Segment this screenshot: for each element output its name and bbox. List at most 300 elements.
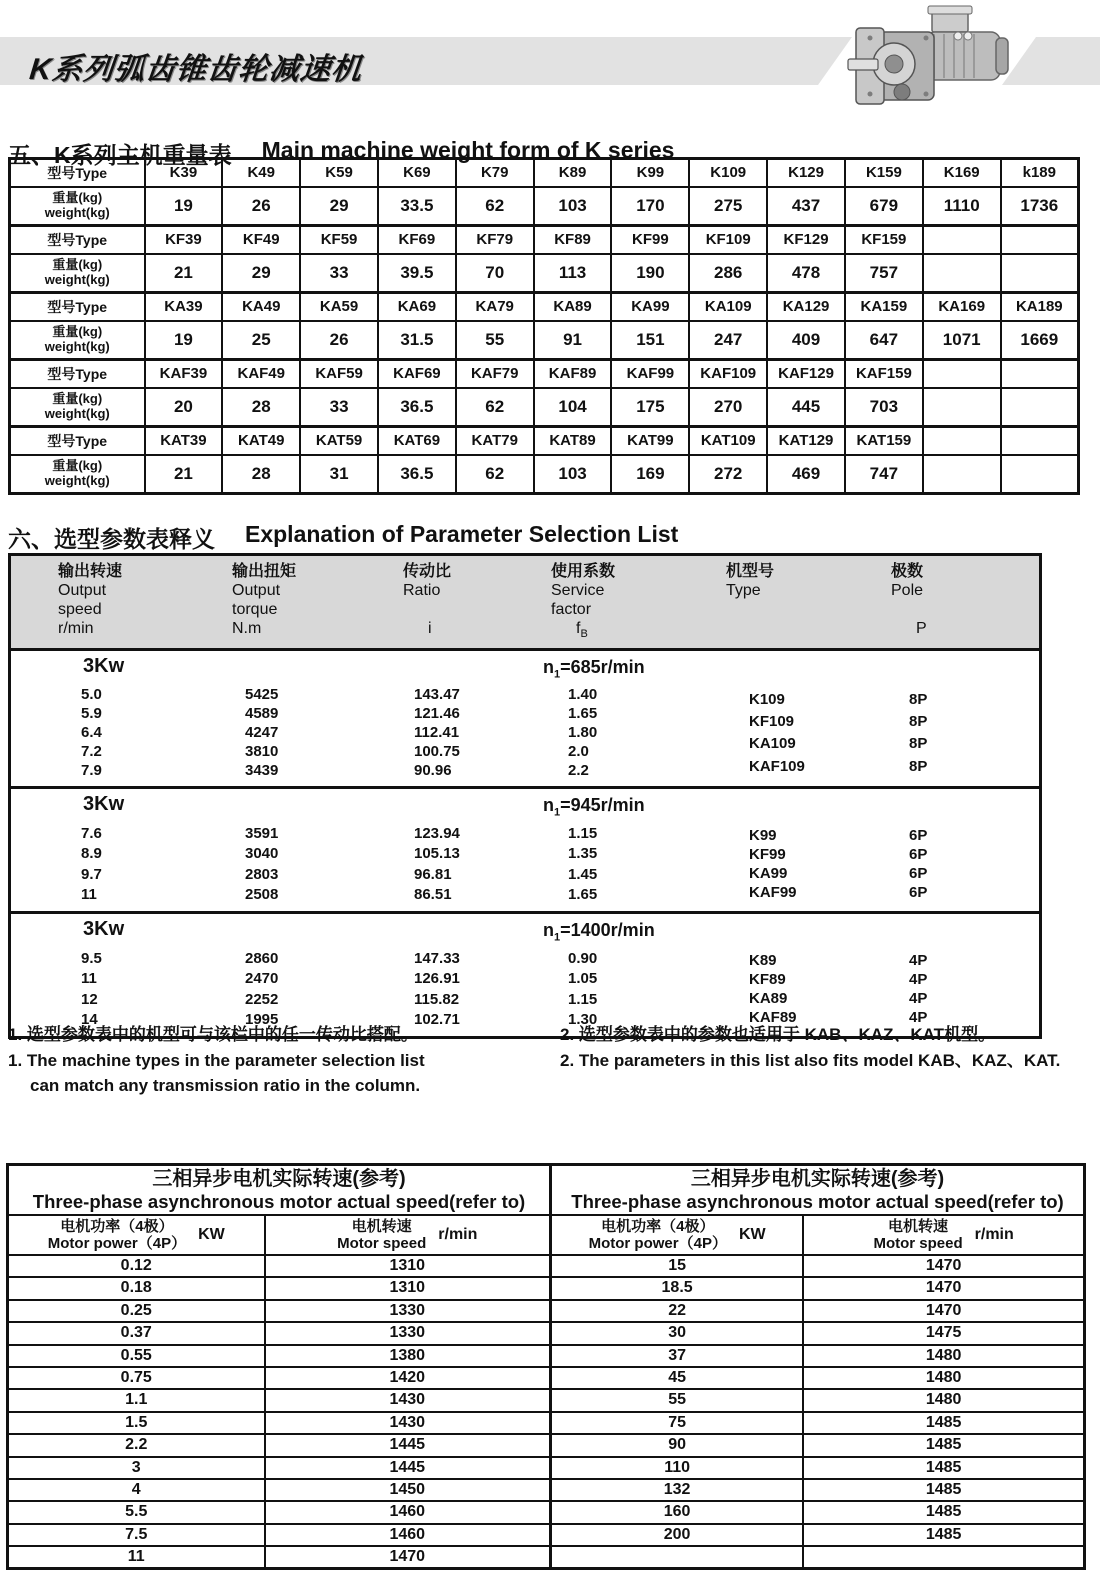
weight-row-label: 重量(kg) weight(kg) bbox=[10, 187, 145, 226]
output-speed-value: 7.2 bbox=[81, 743, 102, 761]
motor-power-value: 15 bbox=[552, 1256, 804, 1276]
output-torque-value: 4247 bbox=[245, 724, 279, 742]
service-factor-value: 1.80 bbox=[568, 724, 598, 742]
terminal-box-lid-shape bbox=[928, 6, 972, 14]
service-factor-value: 1.65 bbox=[568, 886, 598, 904]
type-cell: KF79 bbox=[456, 226, 534, 254]
weight-row bbox=[10, 321, 1079, 360]
motor-power-label: 3Kw bbox=[83, 918, 125, 941]
type-cell: K129 bbox=[767, 159, 845, 187]
pole-value: 6P bbox=[909, 884, 928, 902]
parameter-block-header bbox=[11, 789, 1039, 823]
motor-table-row bbox=[9, 1256, 549, 1276]
motor-table-row bbox=[552, 1366, 1083, 1388]
weight-cell: 31 bbox=[300, 455, 378, 494]
type-cell: KAF69 bbox=[378, 360, 456, 388]
motor-table-row bbox=[552, 1344, 1083, 1366]
type-pole-row bbox=[679, 883, 1039, 902]
motor-table-row bbox=[552, 1276, 1083, 1298]
ratio-value: 102.71 bbox=[414, 1011, 460, 1029]
weight-cell bbox=[1001, 254, 1079, 293]
weight-cell: 647 bbox=[845, 321, 923, 360]
motor-table-row bbox=[552, 1478, 1083, 1500]
param-section-heading bbox=[8, 521, 678, 554]
type-cell bbox=[923, 226, 1001, 254]
type-cell: KAF129 bbox=[767, 360, 845, 388]
motor-speed-value: 1480 bbox=[925, 1391, 962, 1409]
motor-speed-header: 电机转速 Motor speed r/min bbox=[873, 1218, 1014, 1252]
model-value: KA109 bbox=[749, 735, 796, 753]
weight-cell: 33 bbox=[300, 254, 378, 293]
weight-cell: 28 bbox=[222, 388, 300, 427]
parameter-table-header bbox=[11, 556, 1039, 651]
motor-power-label: 3Kw bbox=[83, 793, 125, 816]
motor-speed-value: 1485 bbox=[925, 1436, 962, 1454]
service-factor-value: 1.15 bbox=[568, 990, 598, 1008]
weight-cell: 28 bbox=[222, 455, 300, 494]
type-cell: KA129 bbox=[767, 293, 845, 321]
service-factor-value: 1.45 bbox=[568, 865, 598, 883]
type-pole-row bbox=[679, 826, 1039, 845]
type-cell: KAF89 bbox=[534, 360, 612, 388]
output-torque-value: 2508 bbox=[245, 886, 279, 904]
ratio-value: 90.96 bbox=[414, 762, 452, 780]
type-cell: KF69 bbox=[378, 226, 456, 254]
weight-cell bbox=[923, 388, 1001, 427]
motor-power-value: 30 bbox=[552, 1323, 804, 1343]
type-cell: K59 bbox=[300, 159, 378, 187]
pole-value: 4P bbox=[909, 952, 928, 970]
parameter-row bbox=[11, 685, 679, 704]
service-factor-value: 2.2 bbox=[568, 762, 589, 780]
parameter-row bbox=[11, 824, 679, 843]
type-cell: KA99 bbox=[611, 293, 689, 321]
output-speed-value: 8.9 bbox=[81, 845, 102, 863]
type-cell: KA59 bbox=[300, 293, 378, 321]
output-speed-value: 11 bbox=[81, 886, 97, 904]
model-value: KAF99 bbox=[749, 884, 797, 902]
type-cell: KF109 bbox=[689, 226, 767, 254]
motor-power-header: 电机功率（4极） Motor power（4P） KW bbox=[552, 1216, 804, 1254]
col-service-factor: 使用系数 Service factor $f_B$ bbox=[551, 563, 616, 641]
output-torque-value: 3439 bbox=[245, 762, 279, 780]
motor-table-row bbox=[9, 1321, 549, 1343]
parameter-row bbox=[11, 844, 679, 863]
type-cell: KAF39 bbox=[145, 360, 223, 388]
type-pole-row bbox=[679, 970, 1039, 989]
motor-power-label: 3Kw bbox=[83, 655, 125, 678]
pole-value: 4P bbox=[909, 971, 928, 989]
ratio-value: 121.46 bbox=[414, 705, 460, 723]
motor-table-row bbox=[9, 1299, 549, 1321]
page-title: K系列弧齿锥齿轮减速机 bbox=[27, 53, 365, 86]
motor-table-row bbox=[552, 1523, 1083, 1545]
output-speed-value: 11 bbox=[81, 970, 97, 988]
motor-speed-value: 1485 bbox=[925, 1413, 962, 1431]
motor-speed-value: 1460 bbox=[389, 1503, 426, 1521]
weight-cell: 169 bbox=[611, 455, 689, 494]
ratio-value: 100.75 bbox=[414, 743, 460, 761]
output-speed-value: 7.6 bbox=[81, 824, 102, 842]
weight-cell: 286 bbox=[689, 254, 767, 293]
type-cell: KA69 bbox=[378, 293, 456, 321]
motor-power-value: 3 bbox=[9, 1458, 266, 1478]
type-cell: KA39 bbox=[145, 293, 223, 321]
type-cell: K169 bbox=[923, 159, 1001, 187]
weight-cell: 1110 bbox=[923, 187, 1001, 226]
type-row-label: 型号Type bbox=[10, 159, 145, 187]
output-speed-value: 6.4 bbox=[81, 724, 102, 742]
weight-cell: 703 bbox=[845, 388, 923, 427]
weight-cell: 55 bbox=[456, 321, 534, 360]
motor-speed-value: 1430 bbox=[389, 1391, 426, 1409]
note-2: 2. 选型参数表中的参数也适用于 KAB、KAZ、KAT机型。 2. The parameters in this list also fits model KAB、KAZ、KAT. bbox=[560, 1025, 1061, 1070]
weight-cell: 25 bbox=[222, 321, 300, 360]
output-speed-value: 12 bbox=[81, 990, 98, 1008]
type-cell: KF129 bbox=[767, 226, 845, 254]
weight-cell: 1669 bbox=[1001, 321, 1079, 360]
motor-power-value: 0.18 bbox=[9, 1278, 266, 1298]
motor-table-row bbox=[9, 1388, 549, 1410]
parameter-row bbox=[11, 885, 679, 904]
weight-cell: 469 bbox=[767, 455, 845, 494]
motor-power-value: 18.5 bbox=[552, 1278, 804, 1298]
type-cell: KAT79 bbox=[456, 427, 534, 455]
motor-table-row bbox=[552, 1500, 1083, 1522]
type-cell: KF89 bbox=[534, 226, 612, 254]
model-value: KA99 bbox=[749, 865, 788, 883]
weight-cell: 409 bbox=[767, 321, 845, 360]
parameter-block bbox=[11, 651, 1039, 786]
col-ratio: 传动比 Ratio i bbox=[403, 563, 452, 637]
parameter-block-header bbox=[11, 651, 1039, 685]
weight-cell: 19 bbox=[145, 187, 223, 226]
pole-value: 8P bbox=[909, 757, 928, 775]
type-cell: K39 bbox=[145, 159, 223, 187]
type-cell: KAF49 bbox=[222, 360, 300, 388]
type-cell: KF99 bbox=[611, 226, 689, 254]
parameter-block bbox=[11, 786, 1039, 911]
type-cell: K79 bbox=[456, 159, 534, 187]
motor-table-header bbox=[9, 1216, 549, 1256]
type-cell: KAF79 bbox=[456, 360, 534, 388]
type-cell: KAT129 bbox=[767, 427, 845, 455]
weight-cell: 39.5 bbox=[378, 254, 456, 293]
pole-value: 8P bbox=[909, 735, 928, 753]
model-value: KAF89 bbox=[749, 1009, 797, 1027]
motor-power-value: 45 bbox=[552, 1368, 804, 1388]
motor-table-row bbox=[9, 1523, 549, 1545]
type-cell: KA189 bbox=[1001, 293, 1079, 321]
motor-power-value: 5.5 bbox=[9, 1502, 266, 1522]
note-1: 1. 选型参数表中的机型可与该栏中的任一传动比搭配。 1. The machine types in the parameter selection list can match any transmission ratio in the column. bbox=[8, 1025, 425, 1095]
type-row bbox=[10, 159, 1079, 187]
weight-cell: 478 bbox=[767, 254, 845, 293]
motor-power-value: 37 bbox=[552, 1346, 804, 1366]
motor-power-value: 0.55 bbox=[9, 1346, 266, 1366]
output-torque-value: 5425 bbox=[245, 686, 279, 704]
type-cell: K49 bbox=[222, 159, 300, 187]
weight-cell: 437 bbox=[767, 187, 845, 226]
motor-endcap-shape bbox=[996, 38, 1008, 74]
pole-value: 8P bbox=[909, 713, 928, 731]
type-row-label: 型号Type bbox=[10, 360, 145, 388]
weight-cell: 20 bbox=[145, 388, 223, 427]
motor-speed-value: 1330 bbox=[389, 1324, 426, 1342]
motor-table-row bbox=[552, 1545, 1083, 1567]
weight-cell: 62 bbox=[456, 455, 534, 494]
motor-table-row bbox=[552, 1256, 1083, 1276]
ratio-value: 96.81 bbox=[414, 865, 452, 883]
motor-power-value: 11 bbox=[9, 1547, 266, 1567]
model-value: K109 bbox=[749, 690, 785, 708]
weight-cell: 270 bbox=[689, 388, 767, 427]
weight-cell: 26 bbox=[300, 321, 378, 360]
motor-table-row bbox=[552, 1299, 1083, 1321]
motor-power-value: 1.1 bbox=[9, 1390, 266, 1410]
weight-cell: 103 bbox=[534, 455, 612, 494]
input-speed-label: $n_1=1400r/\min$ bbox=[543, 920, 655, 944]
output-torque-value: 2860 bbox=[245, 949, 279, 967]
motor-speed-value: 1470 bbox=[389, 1548, 426, 1566]
ratio-value: 147.33 bbox=[414, 949, 460, 967]
motor-speed-value: 1470 bbox=[925, 1257, 962, 1274]
motor-speed-value: 1480 bbox=[925, 1346, 962, 1364]
output-torque-value: 4589 bbox=[245, 705, 279, 723]
type-cell bbox=[1001, 360, 1079, 388]
output-speed-value: 7.9 bbox=[81, 762, 102, 780]
weight-cell: 757 bbox=[845, 254, 923, 293]
type-cell: KF159 bbox=[845, 226, 923, 254]
motor-table-row bbox=[552, 1433, 1083, 1455]
weight-row bbox=[10, 388, 1079, 427]
type-cell bbox=[1001, 427, 1079, 455]
motor-table-row bbox=[552, 1388, 1083, 1410]
motor-table-title: 三相异步电机实际转速(参考) Three-phase asynchronous motor actual speed(refer to) bbox=[9, 1166, 549, 1216]
service-factor-value: 1.35 bbox=[568, 845, 598, 863]
motor-speed-value: 1470 bbox=[925, 1279, 962, 1297]
motor-speed-value: 1460 bbox=[389, 1525, 426, 1543]
motor-power-value: 110 bbox=[552, 1458, 804, 1478]
col-pole: 极数 Pole P bbox=[891, 563, 927, 637]
motor-power-value: 0.37 bbox=[9, 1323, 266, 1343]
output-shaft-shape bbox=[848, 59, 878, 70]
type-cell: KA79 bbox=[456, 293, 534, 321]
motor-table-title: 三相异步电机实际转速(参考) Three-phase asynchronous motor actual speed(refer to) bbox=[552, 1166, 1083, 1216]
motor-speed-header: 电机转速 Motor speed r/min bbox=[337, 1218, 478, 1252]
weight-cell: 36.5 bbox=[378, 388, 456, 427]
motor-table-row bbox=[9, 1545, 549, 1567]
motor-table-row bbox=[9, 1366, 549, 1388]
type-cell: KAT89 bbox=[534, 427, 612, 455]
motor-speed-value: 1310 bbox=[389, 1257, 426, 1274]
col-output-torque: 输出扭矩 Output torque N.m bbox=[232, 563, 297, 637]
output-speed-value: 9.5 bbox=[81, 949, 102, 967]
type-row bbox=[10, 360, 1079, 388]
ratio-value: 112.41 bbox=[414, 724, 460, 742]
type-cell: K99 bbox=[611, 159, 689, 187]
ratio-value: 115.82 bbox=[414, 990, 460, 1008]
param-section-heading-en: Explanation of Parameter Selection List bbox=[245, 521, 679, 548]
weight-cell: 31.5 bbox=[378, 321, 456, 360]
type-pole-row bbox=[679, 864, 1039, 883]
weight-cell: 113 bbox=[534, 254, 612, 293]
type-cell: KF49 bbox=[222, 226, 300, 254]
weight-cell bbox=[923, 254, 1001, 293]
weight-cell: 33 bbox=[300, 388, 378, 427]
motor-table-row bbox=[9, 1478, 549, 1500]
input-speed-label: $n_1=685r/\min$ bbox=[543, 657, 645, 681]
motor-power-value: 160 bbox=[552, 1502, 804, 1522]
parameter-row bbox=[11, 969, 679, 988]
motor-table-header bbox=[552, 1216, 1083, 1256]
motor-speed-value: 1470 bbox=[925, 1301, 962, 1319]
motor-power-value: 2.2 bbox=[9, 1435, 266, 1455]
motor-power-value: 1.5 bbox=[9, 1413, 266, 1433]
motor-power-value: 0.75 bbox=[9, 1368, 266, 1388]
param-section-heading-zh: 六、选型参数表释义 bbox=[8, 526, 215, 553]
motor-speed-value: 1445 bbox=[389, 1436, 426, 1454]
type-cell: KAT39 bbox=[145, 427, 223, 455]
motor-power-value: 0.25 bbox=[9, 1301, 266, 1321]
motor-table-row bbox=[552, 1456, 1083, 1478]
service-factor-value: 1.15 bbox=[568, 824, 598, 842]
motor-power-header: 电机功率（4极） Motor power（4P） KW bbox=[9, 1216, 266, 1254]
weight-row-label: 重量(kg) weight(kg) bbox=[10, 254, 145, 293]
motor-table-row bbox=[9, 1344, 549, 1366]
service-factor-value: 1.30 bbox=[568, 1011, 598, 1029]
weight-cell bbox=[923, 455, 1001, 494]
parameter-row bbox=[11, 704, 679, 723]
col-type: 机型号 Type bbox=[726, 563, 775, 599]
ratio-value: 143.47 bbox=[414, 686, 460, 704]
type-row-label: 型号Type bbox=[10, 293, 145, 321]
type-cell bbox=[923, 360, 1001, 388]
weight-cell: 19 bbox=[145, 321, 223, 360]
weight-cell: 170 bbox=[611, 187, 689, 226]
motor-table-row bbox=[552, 1321, 1083, 1343]
motor-speed-value: 1310 bbox=[389, 1279, 426, 1297]
service-factor-value: 1.40 bbox=[568, 686, 598, 704]
weight-cell: 70 bbox=[456, 254, 534, 293]
type-cell: KAT59 bbox=[300, 427, 378, 455]
motor-power-value: 132 bbox=[552, 1480, 804, 1500]
motor-power-value: 7.5 bbox=[9, 1525, 266, 1545]
motor-table-row bbox=[9, 1433, 549, 1455]
weight-cell: 91 bbox=[534, 321, 612, 360]
weight-cell: 1736 bbox=[1001, 187, 1079, 226]
output-torque-value: 2252 bbox=[245, 990, 279, 1008]
type-row-label: 型号Type bbox=[10, 226, 145, 254]
motor-speed-value: 1450 bbox=[389, 1480, 426, 1498]
output-torque-value: 3810 bbox=[245, 743, 279, 761]
weight-cell: 21 bbox=[145, 455, 223, 494]
type-cell: K89 bbox=[534, 159, 612, 187]
ratio-value: 105.13 bbox=[414, 845, 460, 863]
motor-speed-value: 1445 bbox=[389, 1458, 426, 1476]
weight-cell: 21 bbox=[145, 254, 223, 293]
col-output-speed: 输出转速 Output speed r/min bbox=[58, 563, 123, 637]
motor-speed-value bbox=[804, 1547, 1083, 1567]
weight-cell: 62 bbox=[456, 388, 534, 427]
motor-speed-table-left bbox=[6, 1163, 552, 1570]
type-row bbox=[10, 226, 1079, 254]
input-speed-label: $n_1=945r/\min$ bbox=[543, 795, 645, 819]
type-row-label: 型号Type bbox=[10, 427, 145, 455]
type-cell bbox=[923, 427, 1001, 455]
weight-cell: 29 bbox=[300, 187, 378, 226]
ratio-value: 123.94 bbox=[414, 824, 460, 842]
type-cell: K159 bbox=[845, 159, 923, 187]
weight-cell: 33.5 bbox=[378, 187, 456, 226]
output-torque-value: 2803 bbox=[245, 865, 279, 883]
type-cell: KAT99 bbox=[611, 427, 689, 455]
type-cell: KAF99 bbox=[611, 360, 689, 388]
output-torque-value: 3040 bbox=[245, 845, 279, 863]
type-cell: K69 bbox=[378, 159, 456, 187]
model-value: KAF109 bbox=[749, 757, 805, 775]
weight-section-heading-en: Main machine weight form of K series bbox=[261, 137, 675, 164]
gearmotor-illustration bbox=[840, 4, 1020, 116]
type-cell: K109 bbox=[689, 159, 767, 187]
parameter-block-header bbox=[11, 914, 1039, 948]
type-row bbox=[10, 427, 1079, 455]
output-speed-value: 5.9 bbox=[81, 705, 102, 723]
type-cell bbox=[1001, 226, 1079, 254]
motor-speed-value: 1485 bbox=[925, 1525, 962, 1543]
parameter-row bbox=[11, 865, 679, 884]
weight-cell: 275 bbox=[689, 187, 767, 226]
type-row bbox=[10, 293, 1079, 321]
type-cell: KAT159 bbox=[845, 427, 923, 455]
parameter-row bbox=[11, 723, 679, 742]
parameter-table bbox=[8, 553, 1042, 1039]
service-factor-value: 1.05 bbox=[568, 970, 598, 988]
type-cell: KAT69 bbox=[378, 427, 456, 455]
motor-table-row bbox=[9, 1276, 549, 1298]
weight-row bbox=[10, 187, 1079, 226]
parameter-row bbox=[11, 742, 679, 761]
model-value: K89 bbox=[749, 952, 777, 970]
weight-cell bbox=[1001, 388, 1079, 427]
weight-cell: 26 bbox=[222, 187, 300, 226]
motor-power-value: 75 bbox=[552, 1413, 804, 1433]
motor-power-value: 90 bbox=[552, 1435, 804, 1455]
service-factor-value: 0.90 bbox=[568, 949, 598, 967]
type-cell: KA159 bbox=[845, 293, 923, 321]
type-cell: KF59 bbox=[300, 226, 378, 254]
type-pole-row bbox=[679, 757, 1039, 776]
motor-speed-value: 1380 bbox=[389, 1346, 426, 1364]
motor-power-value: 200 bbox=[552, 1525, 804, 1545]
weight-cell: 151 bbox=[611, 321, 689, 360]
motor-table-row bbox=[552, 1411, 1083, 1433]
weight-cell: 103 bbox=[534, 187, 612, 226]
pole-value: 4P bbox=[909, 1009, 928, 1027]
model-value: K99 bbox=[749, 827, 777, 845]
model-value: KF99 bbox=[749, 846, 786, 864]
output-speed-value: 5.0 bbox=[81, 686, 102, 704]
weight-cell: 445 bbox=[767, 388, 845, 427]
motor-speed-value: 1420 bbox=[389, 1368, 426, 1386]
weight-table bbox=[8, 157, 1080, 495]
motor-speed-value: 1430 bbox=[389, 1413, 426, 1431]
weight-section-heading-zh: 五、K系列主机重量表 bbox=[8, 142, 232, 169]
weight-cell: 36.5 bbox=[378, 455, 456, 494]
type-cell: k189 bbox=[1001, 159, 1079, 187]
weight-cell bbox=[1001, 455, 1079, 494]
weight-cell: 272 bbox=[689, 455, 767, 494]
